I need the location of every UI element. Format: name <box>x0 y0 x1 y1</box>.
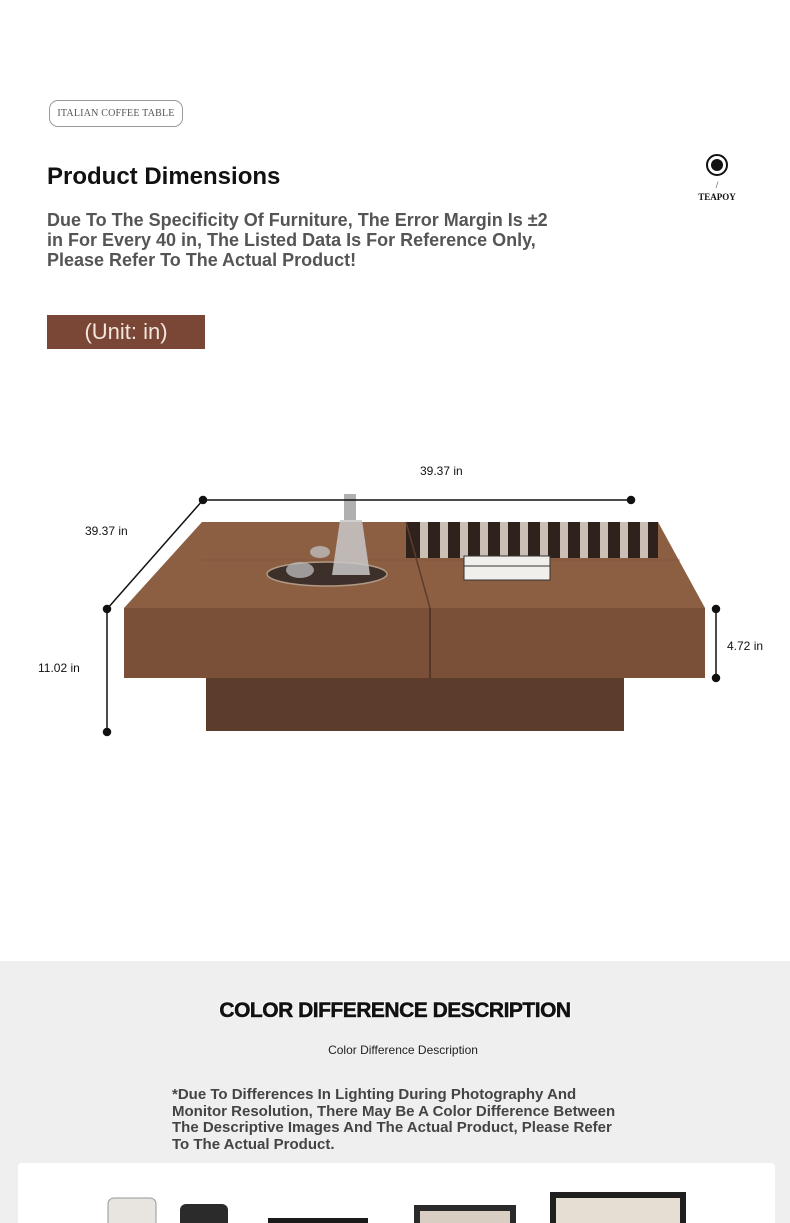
table-front-face <box>124 608 705 678</box>
phone-thumbnail-2 <box>180 1204 228 1223</box>
phone-thumbnail-1 <box>108 1198 156 1223</box>
device-thumbnails <box>0 1190 790 1223</box>
color-difference-title: COLOR DIFFERENCE DESCRIPTION <box>219 999 571 1022</box>
top-height-label: 4.72 in <box>727 639 764 653</box>
slat-insert <box>406 522 658 558</box>
color-difference-text: *Due To Differences In Lighting During Photography And Monitor Resolution, There May Be A Color Difference Between The Descriptive Images And The Actual Product, Please Refer To The Actual Product. <box>172 1086 616 1153</box>
product-type-badge: ITALIAN COFFEE TABLE <box>49 100 183 127</box>
depth-label: 39.37 in <box>85 524 128 538</box>
width-label: 39.37 in <box>420 464 463 478</box>
dimension-diagram <box>0 440 790 760</box>
table-base <box>206 678 624 731</box>
books <box>464 556 550 580</box>
logo-slash: / <box>715 180 719 190</box>
logo-dot-icon <box>711 159 723 171</box>
error-margin-note: Due To The Specificity Of Furniture, The Error Margin Is ±2 in For Every 40 in, The Listed Data Is For Reference Only, Please Refer To The Actual Product! <box>47 210 548 270</box>
color-difference-subtitle: Color Difference Description <box>328 1043 478 1057</box>
unit-label: (Unit: in) <box>47 315 205 349</box>
tablet-thumbnail <box>268 1218 368 1223</box>
brand-logo <box>697 154 737 208</box>
page-title: Product Dimensions <box>47 163 281 190</box>
height-label: 11.02 in <box>38 661 80 675</box>
logo-text: TEAPOY <box>698 192 736 202</box>
